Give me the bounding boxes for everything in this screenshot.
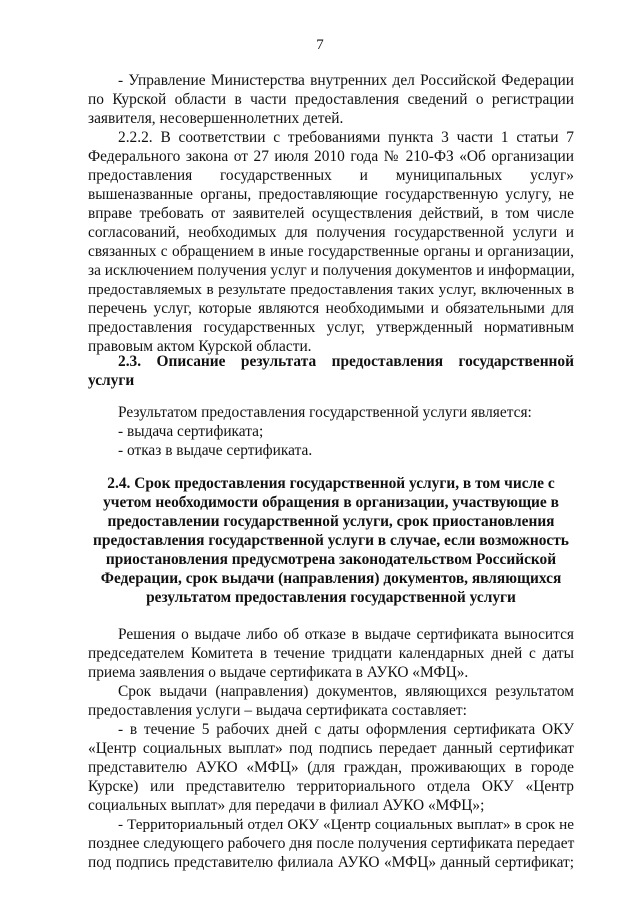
text-line: Срок выдачи (направления) документов, являющихся результатом <box>118 683 574 700</box>
text-line: социальных выплат» для передачи в филиал АУКО «МФЦ»; <box>88 797 485 814</box>
text-line: - Управление Министерства внутренних дел Российской Федерации <box>118 72 574 89</box>
section-heading: Федерации, срок выдачи (направления) документов, являющихся <box>100 570 562 587</box>
text-line: Решения о выдаче либо об отказе в выдаче сертификата выносится <box>118 626 574 643</box>
page-number: 7 <box>316 37 324 53</box>
text-line: предоставления государственных и муниципальных услуг» <box>88 167 574 184</box>
text-line: 2.2.2. В соответствии с требованиями пункта 3 части 1 статьи 7 <box>118 129 574 146</box>
section-heading: результатом предоставления государственной услуги <box>146 589 516 606</box>
text-line: - в течение 5 рабочих дней с даты оформления сертификата ОКУ <box>118 721 574 738</box>
text-line: вышеназванные органы, предоставляющие государственную услугу, не <box>88 186 574 203</box>
text-line: предоставления государственных услуг, утвержденный нормативным <box>88 319 574 336</box>
text-line: позднее следующего рабочего дня после получения сертификата передает <box>88 835 575 852</box>
text-line: Результатом предоставления государственной услуги является: <box>118 404 532 421</box>
text-line: приема заявления о выдаче сертификата в АУКО «МФЦ». <box>88 664 469 681</box>
text-line: - Территориальный отдел ОКУ «Центр социальных выплат» в срок не <box>118 816 574 833</box>
text-line: связанных с обращением в иные государственные органы и организации, <box>88 243 574 260</box>
text-line: вправе требовать от заявителей осуществления действий, в том числе <box>88 205 574 222</box>
section-heading: предоставлении государственной услуги, срок приостановления <box>107 513 555 530</box>
text-line: Федерального закона от 27 июля 2010 года № 210-ФЗ «Об организации <box>88 148 574 165</box>
text-line: заявителя, несовершеннолетних детей. <box>88 110 344 127</box>
section-heading: 2.4. Срок предоставления государственной услуги, в том числе с <box>107 475 555 492</box>
text-line: председателем Комитета в течение тридцати календарных дней с даты <box>88 645 574 662</box>
text-line: согласований, необходимых для получения государственной услуги и <box>88 224 574 241</box>
text-line: под подпись представителю филиала АУКО «МФЦ» данный сертификат; <box>88 854 574 871</box>
text-line: - выдача сертификата; <box>118 423 264 440</box>
section-heading: приостановления предусмотрена законодательством Российской <box>105 551 557 568</box>
text-line: правовым актом Курской области. <box>88 338 312 355</box>
section-heading: услуги <box>88 372 135 389</box>
text-line: - отказ в выдаче сертификата. <box>118 442 313 459</box>
text-line: перечень услуг, которые являются необходимыми и обязательными для <box>88 300 574 317</box>
text-line: предоставляемых в результате предоставления таких услуг, включенных в <box>88 281 574 298</box>
text-line: по Курской области в части предоставления сведений о регистрации <box>88 91 574 108</box>
text-line: представителю АУКО «МФЦ» (для граждан, проживающих в городе <box>88 759 574 776</box>
text-line: предоставления услуги – выдача сертификата составляет: <box>88 702 467 719</box>
section-heading: 2.3. Описание результата предоставления государственной <box>118 353 574 370</box>
text-line: «Центр социальных выплат» под подпись передает данный сертификат <box>88 740 574 757</box>
section-heading: учетом необходимости обращения в организации, участвующие в <box>103 494 559 511</box>
section-heading: предоставления государственной услуги в случае, если возможность <box>93 532 569 549</box>
text-line: за исключением получения услуг и получения документов и информации, <box>88 262 575 279</box>
text-line: Курске) или представителю территориального отдела ОКУ «Центр <box>88 778 574 795</box>
